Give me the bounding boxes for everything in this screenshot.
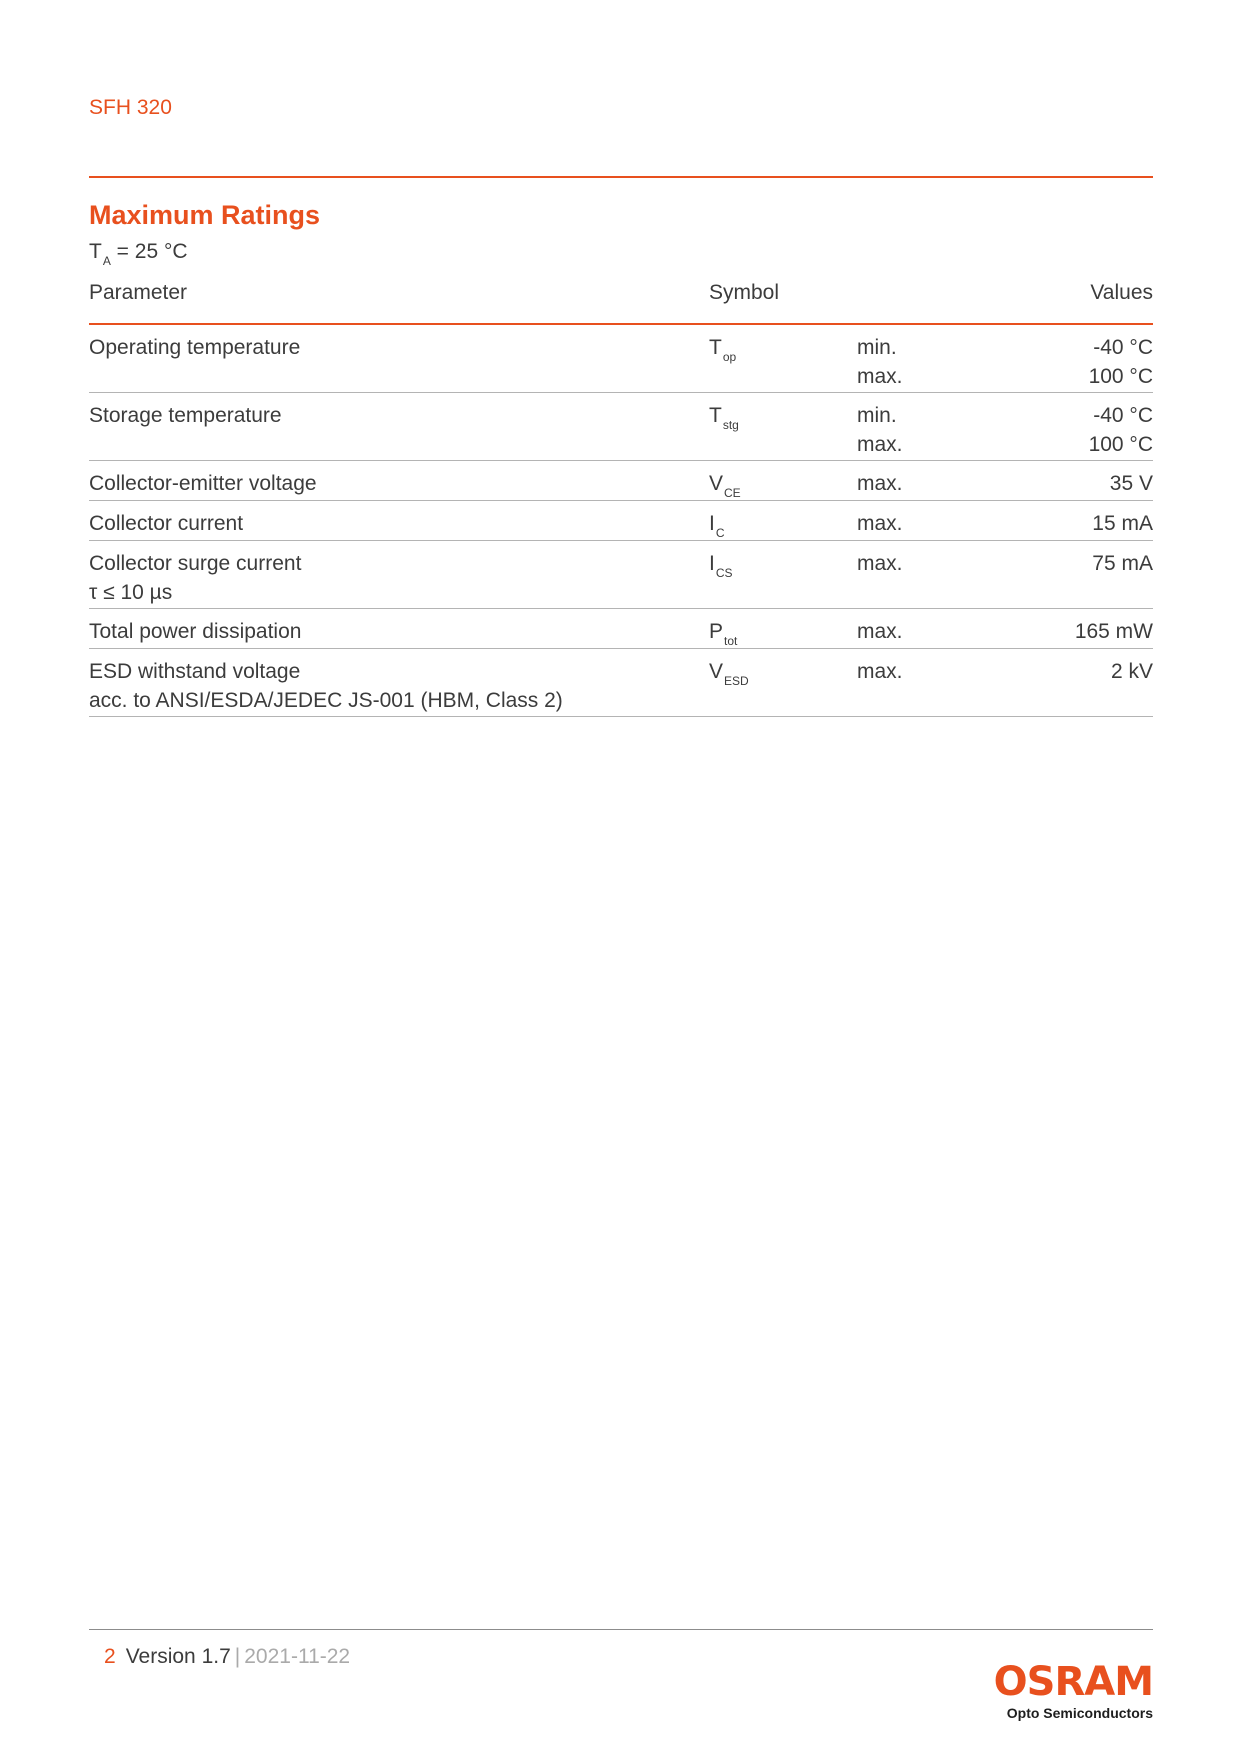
maximum-ratings-table (89, 278, 1153, 717)
row-values: 75 mA (1092, 552, 1153, 575)
footer (104, 1645, 350, 1669)
osram-logo (994, 1660, 1153, 1722)
row-symbol: $V_{CE}$ (709, 472, 741, 500)
row-limits: max. (857, 660, 903, 683)
row-limits: min. max. (857, 404, 903, 456)
row-limits: max. (857, 472, 903, 495)
section-title: Maximum Ratings (89, 200, 321, 230)
condition-subscript: A (102, 254, 111, 268)
row-parameter: Collector-emitter voltage (89, 472, 317, 495)
logo-wordmark: OSRAM (993, 1659, 1153, 1705)
row-parameter: ESD withstand voltage acc. to ANSI/ESDA/JEDEC JS-001 (HBM, Class 2) (89, 660, 563, 712)
table-row (89, 501, 1153, 541)
row-values: 2 kV (1110, 660, 1153, 683)
condition-symbol: T (89, 240, 102, 263)
row-values: -40 °C 100 °C (1088, 404, 1153, 456)
row-symbol: $T_{op}$ (709, 336, 737, 364)
row-values: 165 mW (1074, 620, 1153, 643)
table-row (89, 461, 1153, 501)
row-limits: max. (857, 512, 903, 535)
row-symbol: $P_{tot}$ (709, 620, 738, 648)
table-header (89, 278, 1153, 325)
row-parameter: Collector current (89, 512, 244, 535)
row-values: 15 mA (1092, 512, 1153, 535)
table-row (89, 649, 1153, 717)
table-row (89, 541, 1153, 609)
header-symbol: Symbol (709, 281, 780, 304)
page-number: 2 (104, 1645, 116, 1668)
row-limits: min. max. (857, 336, 903, 388)
row-symbol: $V_{ESD}$ (709, 660, 749, 688)
header-parameter: Parameter (89, 281, 188, 304)
row-limits: max. (857, 620, 903, 643)
row-parameter: Total power dissipation (89, 620, 302, 643)
row-symbol: $T_{stg}$ (709, 404, 739, 432)
row-symbol: $I_{CS}$ (709, 552, 733, 580)
table-row (89, 325, 1153, 393)
logo-tagline: Opto Semiconductors (1006, 1705, 1153, 1721)
product-name: SFH 320 (89, 96, 172, 119)
release-date: 2021-11-22 (244, 1645, 351, 1668)
row-values: 35 V (1109, 472, 1153, 495)
header-divider (89, 176, 1153, 178)
footer-separator: | (234, 1645, 241, 1668)
header-values: Values (1090, 281, 1153, 304)
ambient-condition (89, 240, 188, 268)
table-row (89, 393, 1153, 461)
row-symbol: $I_C$ (709, 512, 725, 540)
row-limits: max. (857, 552, 903, 575)
row-parameter: Collector surge current τ ≤ 10 µs (89, 552, 302, 604)
row-parameter: Operating temperature (89, 336, 301, 359)
condition-value: = 25 °C (110, 240, 188, 263)
footer-divider (89, 1629, 1153, 1630)
row-values: -40 °C 100 °C (1088, 336, 1153, 388)
version-label: Version 1.7 (125, 1645, 231, 1668)
table-row (89, 609, 1153, 649)
row-parameter: Storage temperature (89, 404, 282, 427)
